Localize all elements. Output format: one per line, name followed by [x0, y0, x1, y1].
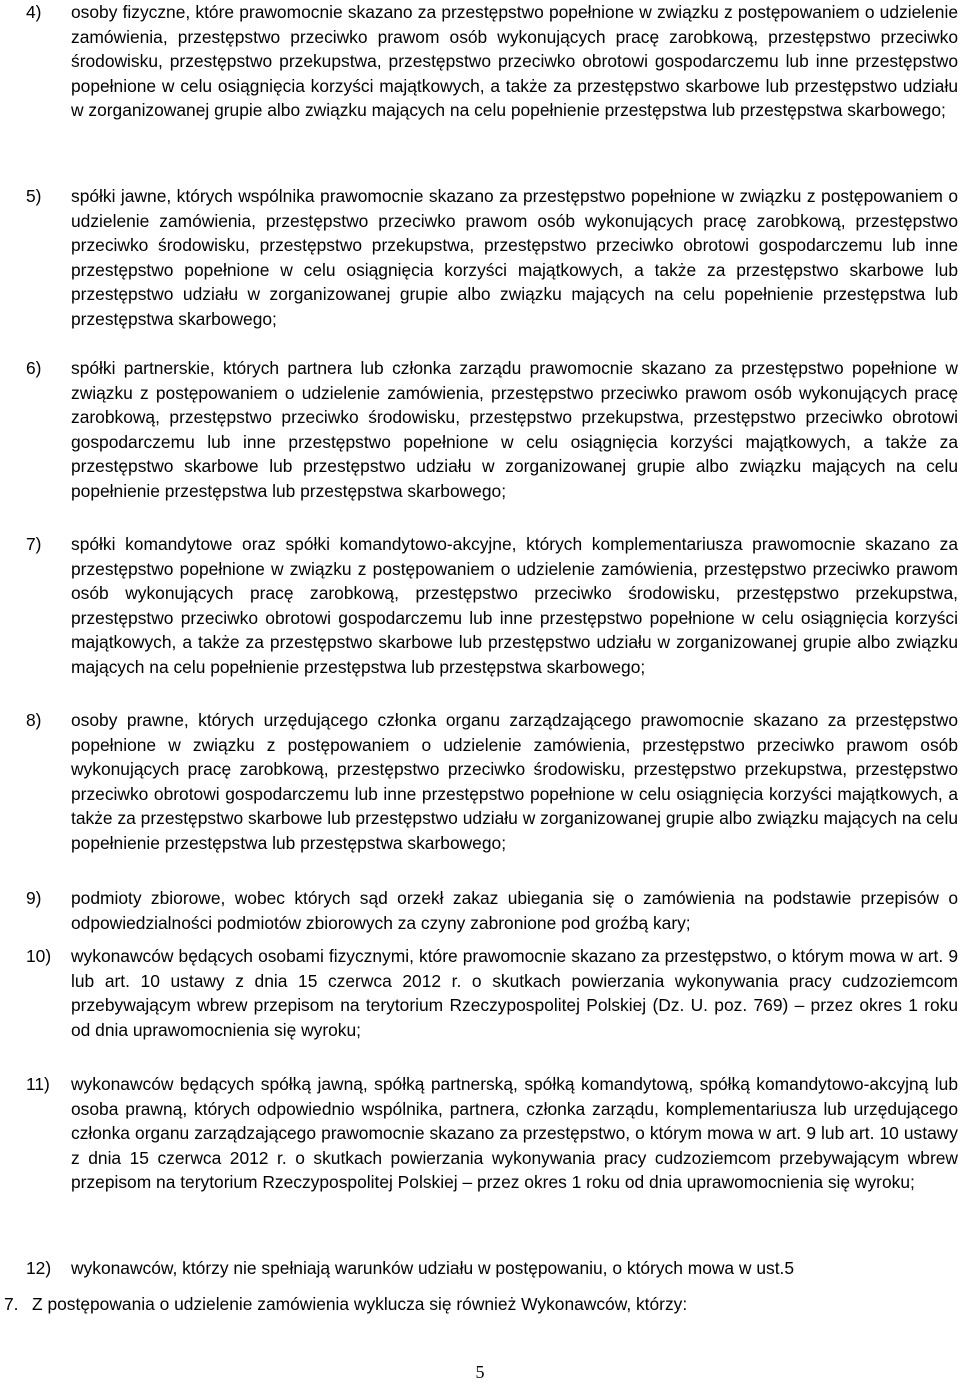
list-item-text: podmioty zbiorowe, wobec których sąd orzekł zakaz ubiegania się o zamówienia na podstawie przepisów o odpowiedzialności podmiotów zbiorowych za czyny zabronione pod groźbą kary;: [71, 888, 958, 933]
list-item-text: osoby fizyczne, które prawomocnie skazano za przestępstwo popełnione w związku z postępowaniem o udzielenie zamówienia, przestępstwo przeciwko prawom osób wykonujących pracę zarobkową, przestępstwo przeciwko środowisku, przestępstwo przekupstwa, przestępstwo przeciwko obrotowi gospodarczemu lub inne przestępstwo popełnione w celu osiągnięcia korzyści majątkowych, a także za przestępstwo skarbowe lub przestępstwo udziału w zorganizowanej grupie albo związku mających na celu popełnienie przestępstwa lub przestępstwa skarbowego;: [71, 2, 958, 120]
list-item-number: 8): [26, 710, 42, 730]
list-item-number: 10): [26, 946, 52, 966]
list-item-text: wykonawców, którzy nie spełniają warunków udziału w postępowaniu, o których mowa w ust.5: [71, 1258, 795, 1278]
section-heading: [4, 1292, 687, 1317]
page-number: 5: [475, 1362, 485, 1382]
list-item-number: 9): [26, 888, 42, 908]
list-item-number: 12): [26, 1258, 52, 1278]
list-item-text: spółki partnerskie, których partnera lub członka zarządu prawomocnie skazano za przestępstwo popełnione w związku z postępowaniem o udzielenie zamówienia, przestępstwo przeciwko prawom osób wykonujących pracę zarobkową, przestępstwo przeciwko środowisku, przestępstwo przekupstwa, przestępstwo przeciwko obrotowi gospodarczemu lub inne przestępstwo popełnione w celu osiągnięcia korzyści majątkowych, a także za przestępstwo skarbowe lub przestępstwo udziału w zorganizowanej grupie albo związku mających na celu popełnienie przestępstwa lub przestępstwa skarbowego;: [71, 358, 958, 501]
list-item-text: wykonawców będących spółką jawną, spółką partnerską, spółką komandytową, spółką komandytowo-akcyjną lub osoba prawną, których odpowiednio wspólnika, partnera, członka zarządu, komplementariusza lub urzędującego członka organu zarządzającego prawomocnie skazano za przestępstwo, o którym mowa w art. 9 lub art. 10 ustawy z dnia 15 czerwca 2012 r. o skutkach powierzania wykonywania pracy cudzoziemcom przebywającym wbrew przepisom na terytorium Rzeczypospolitej Polskiej – przez okres 1 roku od dnia uprawomocnienia się wyroku;: [71, 1074, 958, 1192]
list-item-number: 5): [26, 186, 42, 206]
list-item-text: spółki komandytowe oraz spółki komandytowo-akcyjne, których komplementariusza prawomocnie skazano za przestępstwo popełnione w związku z postępowaniem o udzielenie zamówienia, przestępstwo przeciwko prawom osób wykonujących pracę zarobkową, przestępstwo przeciwko środowisku, przestępstwo przekupstwa, przestępstwo przeciwko obrotowi gospodarczemu lub inne przestępstwo popełnione w celu osiągnięcia korzyści majątkowych, a także za przestępstwo skarbowe lub przestępstwo udziału w zorganizowanej grupie albo związku mających na celu popełnienie przestępstwa lub przestępstwa skarbowego;: [71, 534, 958, 677]
list-item-text: wykonawców będących osobami fizycznymi, które prawomocnie skazano za przestępstwo, o którym mowa w art. 9 lub art. 10 ustawy z dnia 15 czerwca 2012 r. o skutkach powierzania wykonywania pracy cudzoziemcom przebywającym wbrew przepisom na terytorium Rzeczypospolitej Polskiej (Dz. U. poz. 769) – przez okres 1 roku od dnia uprawomocnienia się wyroku;: [71, 946, 958, 1040]
section-number: 7.: [4, 1294, 19, 1314]
list-item-number: 6): [26, 358, 42, 378]
list-item-text: spółki jawne, których wspólnika prawomocnie skazano za przestępstwo popełnione w związku z postępowaniem o udzielenie zamówienia, przestępstwo przeciwko prawom osób wykonujących pracę zarobkową, przestępstwo przeciwko środowisku, przestępstwo przekupstwa, przestępstwo przeciwko obrotowi gospodarczemu lub inne przestępstwo popełnione w celu osiągnięcia korzyści majątkowych, a także za przestępstwo skarbowe lub przestępstwo udziału w zorganizowanej grupie albo związku mających na celu popełnienie przestępstwa lub przestępstwa skarbowego;: [71, 186, 958, 329]
section-text: Z postępowania o udzielenie zamówienia wyklucza się również Wykonawców, którzy:: [32, 1294, 688, 1314]
list-item-number: 7): [26, 534, 42, 554]
list-item-text: osoby prawne, których urzędującego członka organu zarządzającego prawomocnie skazano za przestępstwo popełnione w związku z postępowaniem o udzielenie zamówienia, przestępstwo przeciwko prawom osób wykonujących pracę zarobkową, przestępstwo przeciwko środowisku, przestępstwo przekupstwa, przestępstwo przeciwko obrotowi gospodarczemu lub inne przestępstwo popełnione w celu osiągnięcia korzyści majątkowych, a także za przestępstwo skarbowe lub przestępstwo udziału w zorganizowanej grupie albo związku mających na celu popełnienie przestępstwa lub przestępstwa skarbowego;: [71, 710, 958, 853]
list-item-number: 11): [26, 1074, 50, 1094]
list-item-number: 4): [26, 2, 42, 22]
